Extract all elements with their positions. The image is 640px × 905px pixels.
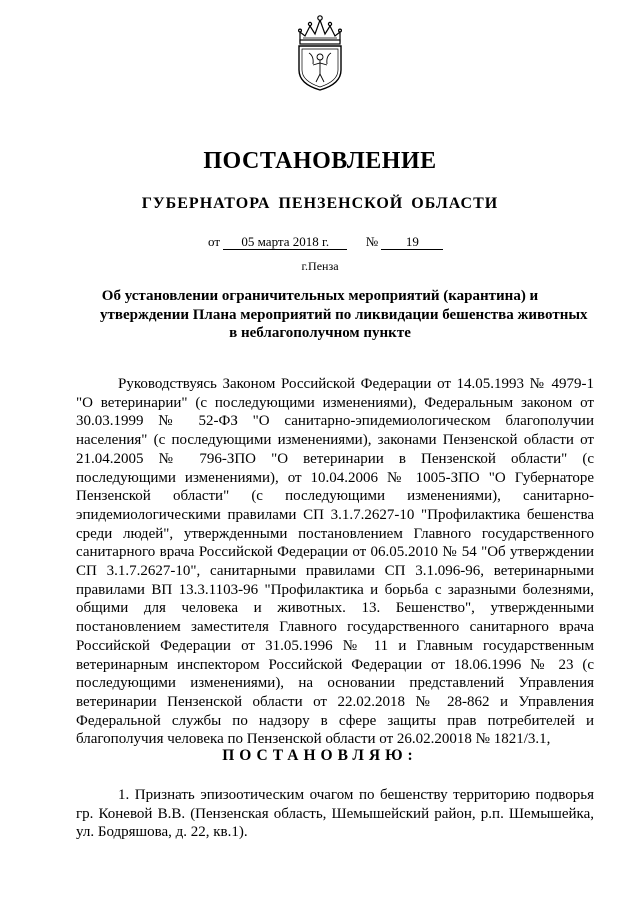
heading-line-3: в неблагополучном пункте xyxy=(229,325,411,341)
preamble-paragraph: Руководствуясь Законом Российской Федерации от 14.05.1993 № 4979-1 "О ветеринарии" (с последующими изменениями), Федеральным законом от 30.03.1999 № 52-ФЗ "О санитарно-эпидемиологическом благополучии населения" (с последующими изменениями), законами Пензенской области от 21.04.2005 № 796-ЗПО "О ветеринарии в Пензенской области" (с последующими изменениями), от 10.04.2006 № 1005-ЗПО "О Губернаторе Пензенской области" (с последующими изменениями), санитарно-эпидемиологическими правилами СП 3.1.7.2627-10 "Профилактика бешенства среди людей", утвержденными постановлением Главного государственного санитарного врача Российской Федерации от 06.05.2010 № 54 "Об утверждении СП 3.1.7.2627-10", санитарными правилами СП 3.1.096-96, ветеринарными правилами ВП 13.3.1103-96 "Профилактика и борьба с заразными болезнями, общими для человека и животных. 13. Бешенство", утвержденными постановлением заместителя Главного государственного санитарного врача Российской Федерации от 31.05.1996 № 11 и Главным государственным ветеринарным инспектором Российской Федерации от 18.06.1996 № 23 (с последующими изменениями), на основании представлений Управления ветеринарии Пензенской области от 22.02.2018 № 28-862 и Управления Федеральной службы по надзору в сфере защиты прав потребителей и благополучия человека по Пензенской области от 26.02.20018 № 1821/3.1, xyxy=(76,376,594,748)
document-title: ПОСТАНОВЛЕНИЕ xyxy=(203,148,437,174)
penza-oblast-coat-of-arms-icon xyxy=(289,12,351,92)
document-date: 05 марта 2018 г. xyxy=(223,235,347,250)
decree-item-1: 1. Признать эпизоотическим очагом по бешенству территорию подворья гр. Коневой В.В. (Пензенская область, Шемышейский район, р.п. Шемышейка, ул. Бодряшова, д. 22, кв.1). xyxy=(76,787,594,841)
decree-word: ПОСТАНОВЛЯЮ: xyxy=(222,747,418,764)
heading-line-2: утверждении Плана мероприятий по ликвидации бешенства животных xyxy=(100,306,588,323)
date-prefix-label: от xyxy=(208,234,221,249)
number-label: № xyxy=(365,234,379,249)
city-label: г.Пенза xyxy=(301,259,339,273)
date-number-line xyxy=(208,234,443,250)
document-heading xyxy=(100,287,588,343)
heading-line-1: Об установлении ограничительных мероприятий (карантина) и xyxy=(101,288,539,304)
issuing-authority: ГУБЕРНАТОРА ПЕНЗЕНСКОЙ ОБЛАСТИ xyxy=(141,195,499,212)
document-number: 19 xyxy=(381,235,443,250)
